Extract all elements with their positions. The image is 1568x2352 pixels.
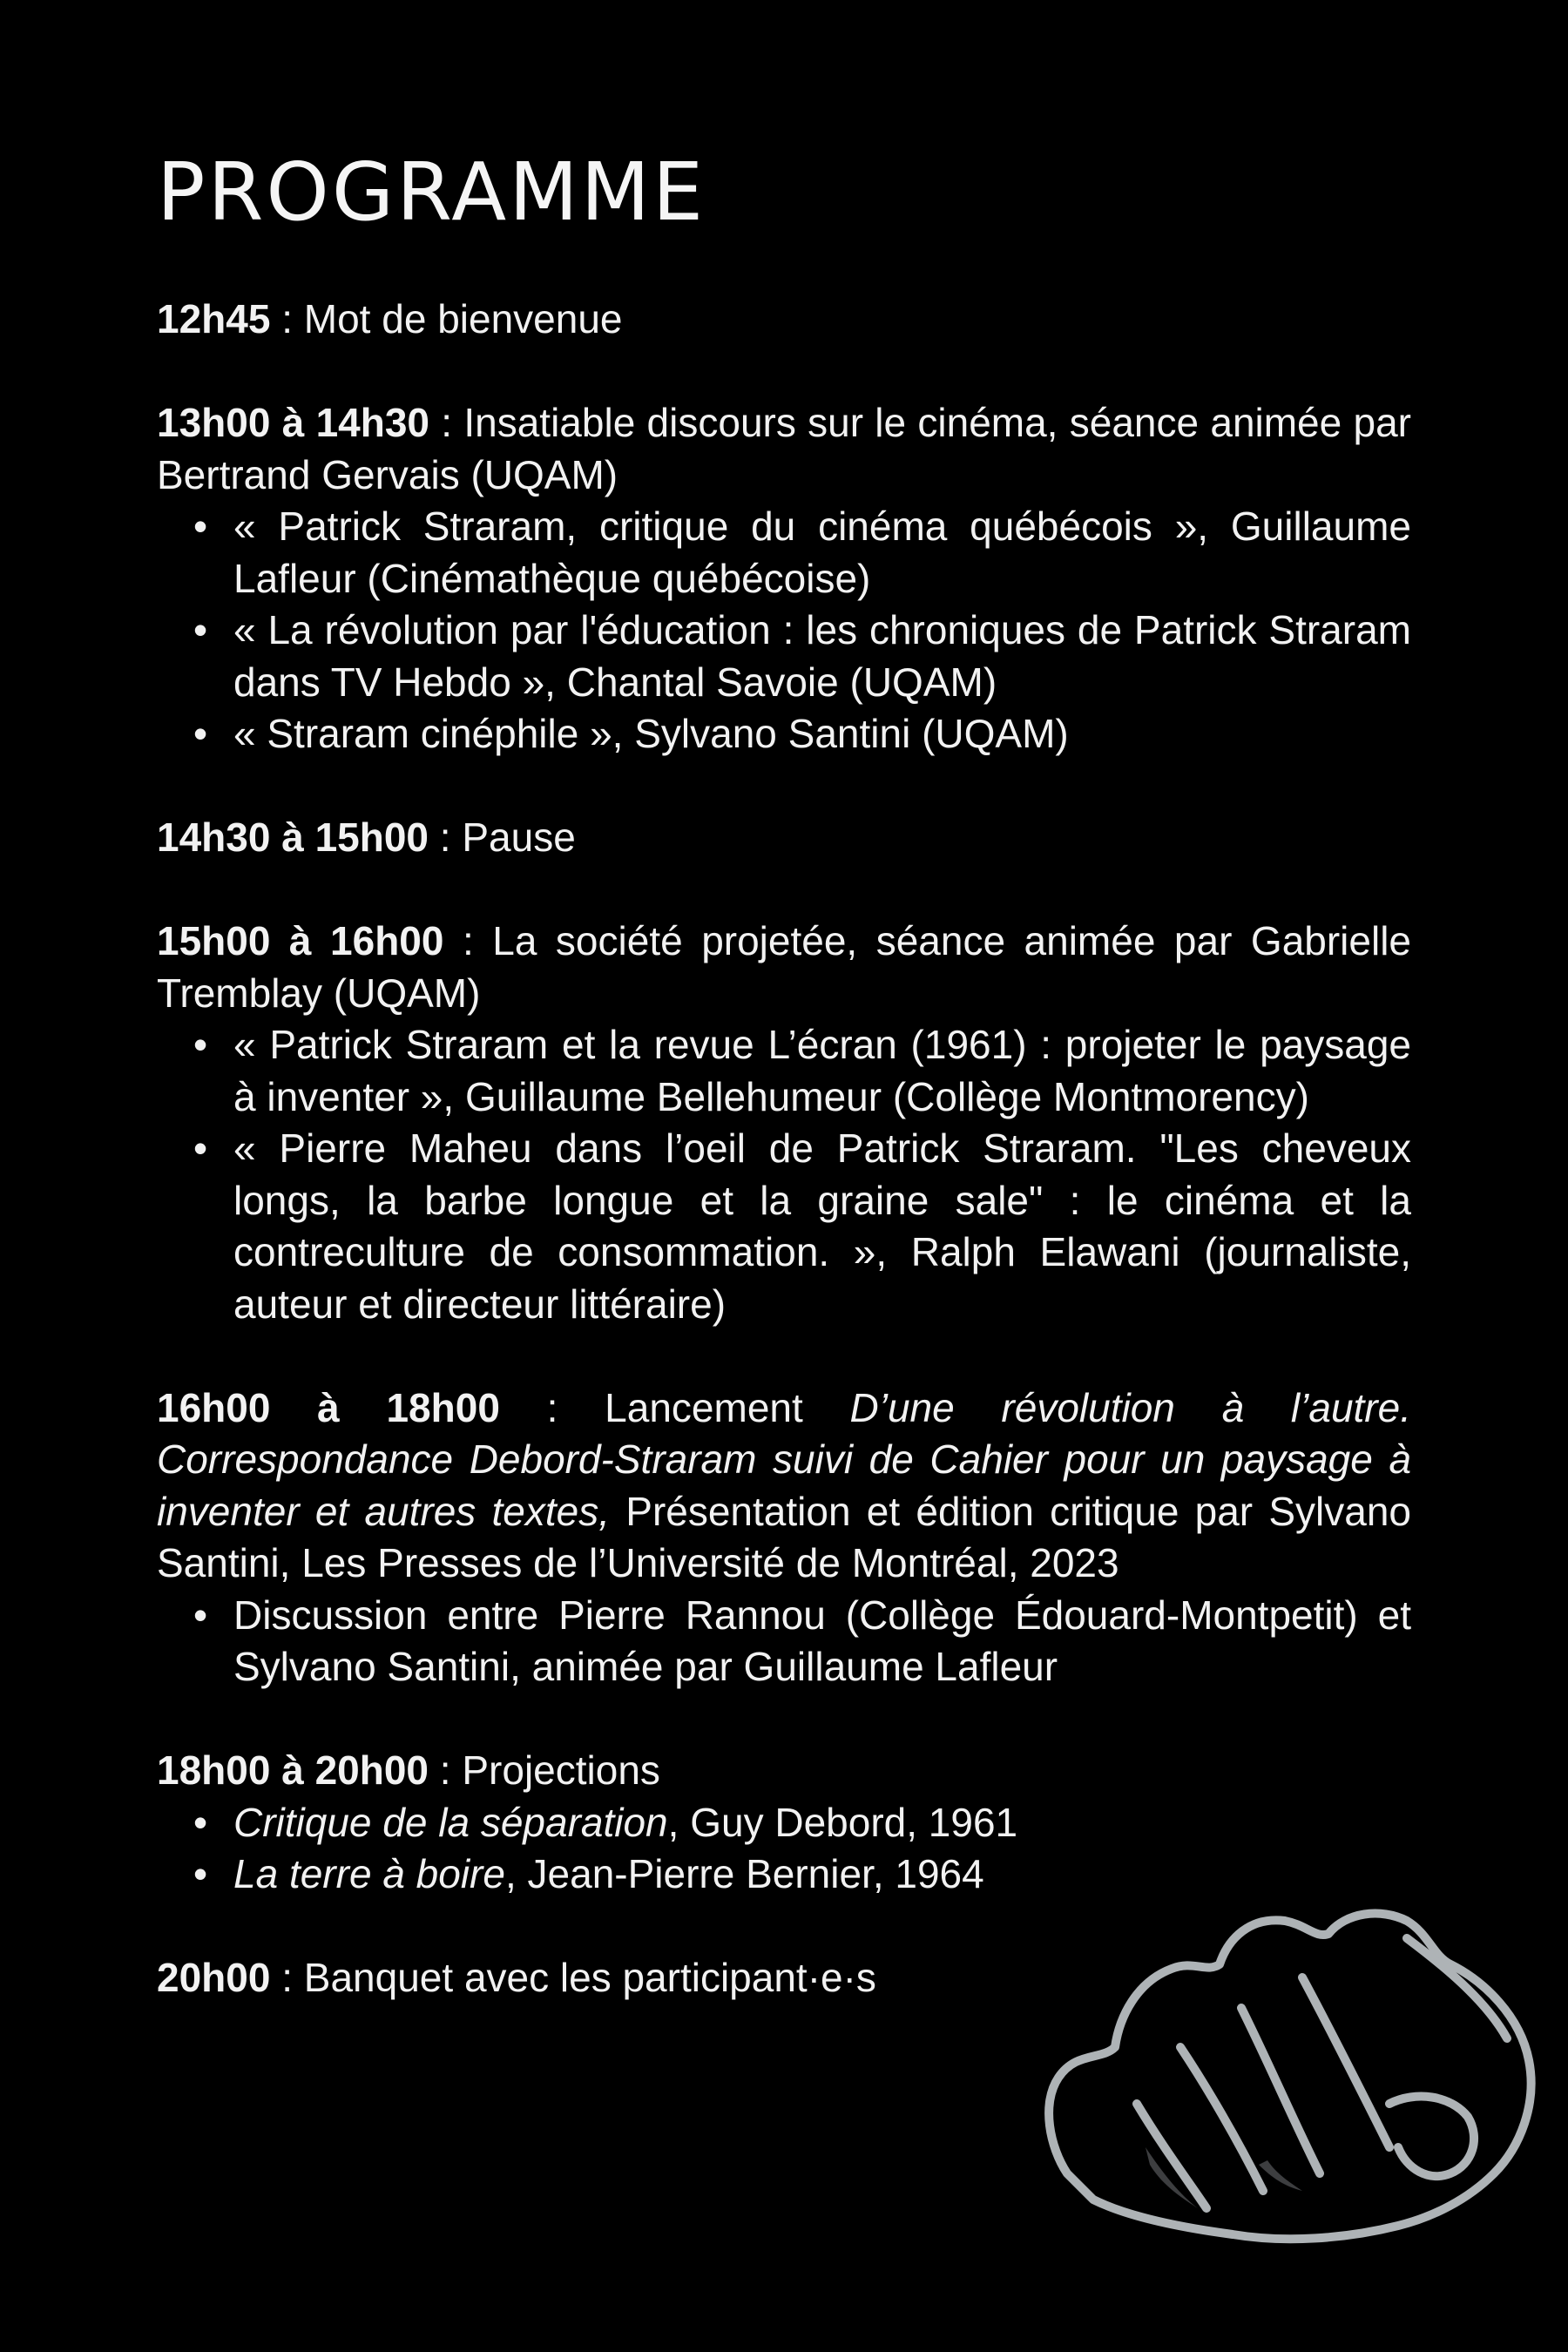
session-title: Mot de bienvenue [303,296,623,341]
talk-item: • « La révolution par l'éducation : les chroniques de Patrick Straram dans TV Hebdo », Chantal Savoie (UQAM) [157,605,1411,708]
separator: : [270,1955,304,2000]
film-details: , Jean-Pierre Bernier, 1964 [504,1851,984,1896]
film-item [157,1797,1411,1849]
session-heading [157,1745,1411,1797]
separator: : [429,400,464,445]
session-title: Insatiable discours sur le cinéma, séance animée par Bertrand Gervais (UQAM) [157,400,1411,497]
film-list [157,1797,1411,1901]
session-time: 20h00 [157,1955,271,2000]
talk-item: • « Straram cinéphile », Sylvano Santini (UQAM) [157,708,1411,760]
session-societe-projetee [157,916,1411,1330]
talk-list [157,1019,1411,1330]
session-title: Pause [462,814,576,860]
session-heading [157,916,1411,1019]
talk-item: • « Patrick Straram et la revue L’écran (1961) : projeter le paysage à inventer », Guillaume Bellehumeur (Collège Montmorency) [157,1019,1411,1123]
fist-icon [1032,1886,1546,2252]
session-time: 14h30 à 15h00 [157,814,429,860]
session-welcome [157,294,1411,346]
session-time: 15h00 à 16h00 [157,918,444,963]
separator: : [270,296,304,341]
session-title: Banquet avec les participant·e·s [303,1955,876,2000]
separator: : [429,814,463,860]
talk-item: • Discussion entre Pierre Rannou (Collège Édouard-Montpetit) et Sylvano Santini, animée par Guillaume Lafleur [157,1590,1411,1693]
session-discours-cinema [157,397,1411,760]
separator: : [429,1747,463,1793]
session-time: 16h00 à 18h00 [157,1384,500,1430]
session-lead: Lancement [605,1384,850,1430]
session-time: 13h00 à 14h30 [157,400,430,445]
session-title: Projections [462,1747,660,1793]
session-title: Présentation et édition critique par Sylvano Santini, Les Presses de l’Université de Montréal, 2023 [157,1488,1411,1585]
film-title: La terre à boire [233,1851,505,1896]
talk-list [157,501,1411,760]
film-title: Critique de la séparation [233,1799,668,1845]
separator: : [443,918,493,963]
session-time: 12h45 [157,296,271,341]
page-title: PROGRAMME [157,145,706,239]
session-title: La société projetée, séance animée par Gabrielle Tremblay (UQAM) [157,918,1412,1016]
talk-item: • « Patrick Straram, critique du cinéma québécois », Guillaume Lafleur (Cinémathèque québécoise) [157,501,1411,605]
session-heading [157,397,1411,501]
talk-item: • « Pierre Maheu dans l’oeil de Patrick Straram. "Les cheveux longs, la barbe longue et la graine sale" : le cinéma et la contreculture de consommation. », Ralph Elawani (journaliste, auteur et directeur littéraire) [157,1123,1411,1330]
film-details: , Guy Debord, 1961 [667,1799,1018,1845]
book-title: D’une révolution à l’autre. Correspondance Debord-Straram suivi de Cahier pour un paysage à inventer et autres textes, [157,1384,1411,1534]
separator: : [499,1384,605,1430]
session-pause [157,812,1411,864]
programme-page [157,145,1412,2004]
session-projections [157,1745,1411,1901]
talk-list [157,1590,1411,1693]
session-time: 18h00 à 20h00 [157,1747,429,1793]
session-heading [157,1382,1411,1590]
session-lancement [157,1382,1411,1693]
